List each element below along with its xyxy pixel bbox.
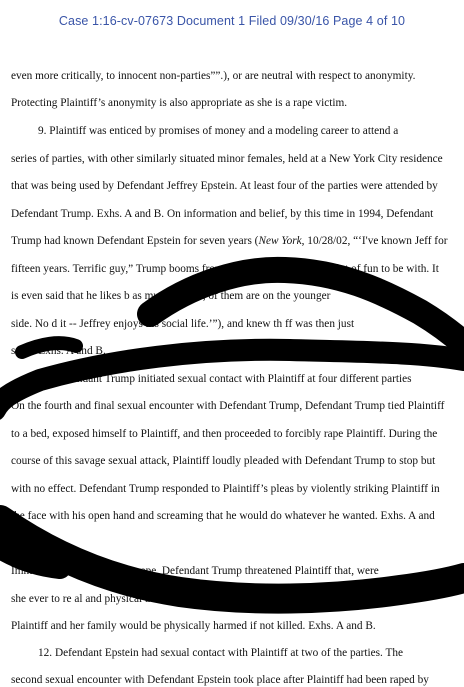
text-line: is even said that he likes b as much as I do, of them are on the younger [11,290,331,302]
text-line: she ever to re al and physical abuse of her by Defendant Trump, [11,593,300,605]
text-line: side. No d it -- Jeffrey enjoys his social life.’”), and knew th ff was then just [11,318,355,330]
text-line: Protecting Plaintiff’s anonymity is also appropriate as she is a rape victim. [11,97,348,109]
text-line: Defendant Trump. Exhs. A and B. On information and belief, by this time in 1994, Defendant [11,208,434,220]
redaction-stroke-lower [0,520,464,599]
text-line: that was being used by Defendant Jeffrey Epstein. At least four of the parties were attended by [11,180,438,192]
text-line: Trump had known Defendant Epstein for seven years (New York, 10/28/02, “‘I've known Jeff for [11,235,448,247]
text-line: Plaintiff and her family would be physically harmed if not killed. Exhs. A and B. [11,620,376,632]
text-line: On the fourth and final sexual encounter with Defendant Trump, Defendant Trump tied Plaintiff [11,400,445,412]
text-line: fifteen years. Terrific guy,” Trump booms from a speakerphone. ‘He's a lot of fun to be with. It [11,263,439,275]
text-line: to a bed, exposed himself to Plaintiff, and then proceeded to forcibly rape Plaintiff. During the [11,428,438,440]
text-line: B. [11,538,22,550]
text-line: the face with his open hand and screaming that he would do whatever he wanted. Exhs. A and [11,510,435,522]
text-line: 12. Defendant Epstein had sexual contact with Plaintiff at two of the parties. The [38,647,404,659]
text-line: even more critically, to innocent non-parties””.), or are neutral with respect to anonymity. [11,70,416,82]
text-line: second sexual encounter with Defendant Epstein took place after Plaintiff had been raped by [11,674,429,686]
text-line: Immediately following this rape, Defendant Trump threatened Plaintiff that, were [11,565,379,577]
text-line: s old. Exhs. A and B. [11,345,106,357]
text-line: 9. Plaintiff was enticed by promises of money and a modeling career to attend a [38,125,399,137]
text-line: 10. Defendant Trump initiated sexual contact with Plaintiff at four different parties [38,373,412,385]
text-line: series of parties, with other similarly situated minor females, held at a New York City residence [11,153,443,165]
text-line: course of this savage sexual attack, Plaintiff loudly pleaded with Defendant Trump to stop but [11,455,436,467]
text-line: with no effect. Defendant Trump responded to Plaintiff’s pleas by violently striking Plaintiff in [11,483,440,495]
redaction-stroke-upper [150,270,464,344]
case-header: Case 1:16-cv-07673 Document 1 Filed 09/30/16 Page 4 of 10 [58,14,406,28]
